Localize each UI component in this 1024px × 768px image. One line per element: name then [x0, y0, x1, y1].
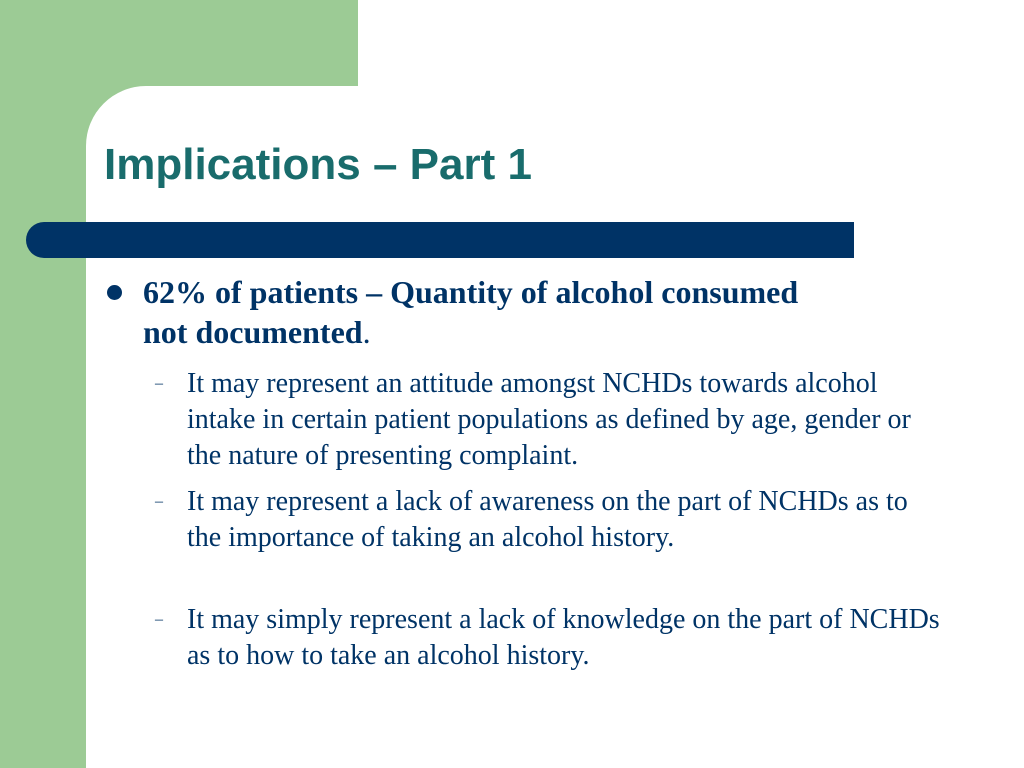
sub-bullet-text: It may represent an attitude amongst NCHDs towards alcohol intake in certain patient populations as defined by age, gender or the nature of presenting complaint. — [187, 368, 911, 471]
dash-icon: – — [155, 375, 163, 392]
main-bullet-text: 62% of patients – Quantity of alcohol consumed not documented — [143, 274, 799, 350]
title-underline-bar — [26, 222, 854, 258]
sub-bullet-text: It may simply represent a lack of knowledge on the part of NCHDs as to how to take an alcohol history. — [187, 604, 940, 671]
main-bullet-text-wrapper — [143, 272, 823, 352]
dash-icon: – — [155, 493, 163, 510]
slide-title: Implications – Part 1 — [104, 140, 532, 189]
dash-icon: – — [155, 611, 163, 628]
sub-bullet-text: It may represent a lack of awareness on the part of NCHDs as to the importance of taking an alcohol history. — [187, 486, 908, 553]
main-bullet-period: . — [362, 314, 371, 350]
bullet-dot-icon — [107, 285, 122, 300]
